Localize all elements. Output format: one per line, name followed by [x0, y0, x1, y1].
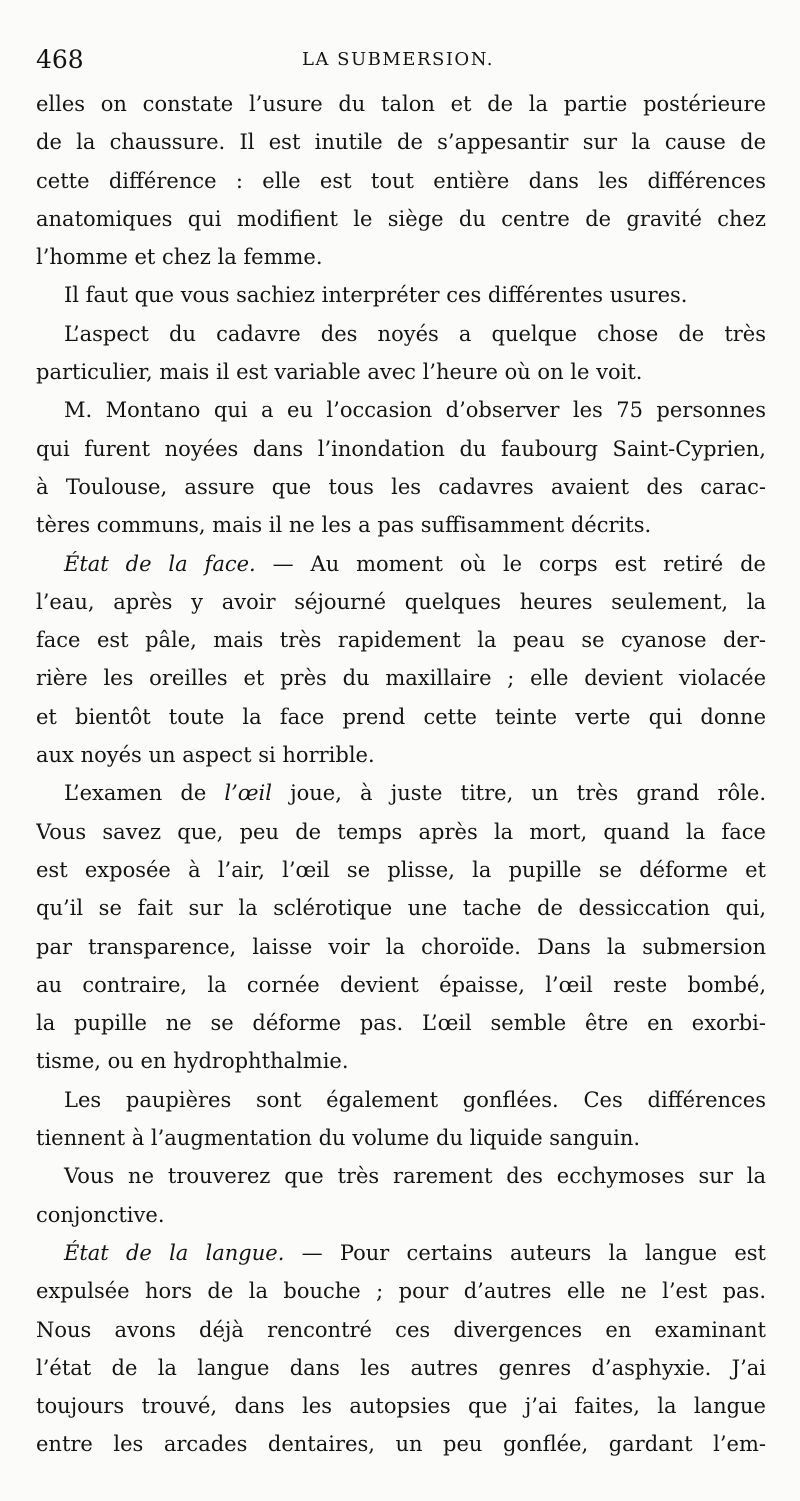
text-line — [36, 1196, 766, 1234]
text-line — [36, 315, 766, 353]
text-line — [36, 200, 766, 238]
text-line — [36, 736, 766, 774]
text-line — [36, 889, 766, 927]
text-line — [36, 659, 766, 697]
line-text: M. Montano qui a eu l’occasion d’observer les 75 personnes — [64, 398, 766, 423]
line-text: l’eau, après y avoir séjourné quelques heures seulement, la — [36, 589, 766, 614]
line-text: l’état de la langue dans les autres genres d’asphyxie. J’ai — [36, 1355, 766, 1380]
text-line — [36, 545, 766, 583]
text-line — [36, 1311, 766, 1349]
text-line — [36, 353, 766, 391]
line-text: tères communs, mais il ne les a pas suffisamment décrits. — [36, 513, 652, 538]
text-line — [36, 1042, 766, 1080]
line-text: tiennent à l’augmentation du volume du liquide sanguin. — [36, 1126, 641, 1151]
line-text: qu’il se fait sur la sclérotique une tache de dessiccation qui, — [36, 896, 766, 921]
text-line — [36, 1425, 766, 1463]
page-number: 468 — [36, 45, 84, 74]
line-text: entre les arcades dentaires, un peu gonflée, gardant l’em- — [36, 1432, 766, 1457]
line-text: à Toulouse, assure que tous les cadavres avaient des carac- — [36, 474, 766, 499]
text-line — [36, 1272, 766, 1310]
text-line — [36, 162, 766, 200]
text-line — [36, 238, 766, 276]
line-text: L’aspect du cadavre des noyés a quelque chose de très — [64, 321, 766, 346]
line-text: expulsée hors de la bouche ; pour d’autres elle ne l’est pas. — [36, 1279, 766, 1304]
line-text: l’homme et chez la femme. — [36, 245, 323, 270]
text-line — [36, 85, 766, 123]
line-text: — Pour certains auteurs la langue est — [284, 1240, 766, 1265]
text-line — [36, 430, 766, 468]
line-text: cette différence : elle est tout entière dans les différences — [36, 168, 766, 193]
line-text: tisme, ou en hydrophthalmie. — [36, 1049, 349, 1074]
text-line — [36, 1387, 766, 1425]
line-text: Les paupières sont également gonflées. Ces différences — [64, 1087, 766, 1112]
text-line — [36, 1081, 766, 1119]
italic-heading: État de la face. — [64, 551, 256, 576]
line-text: par transparence, laisse voir la choroïde. Dans la submersion — [36, 934, 766, 959]
line-text: rière les oreilles et près du maxillaire ; elle devient violacée — [36, 666, 766, 691]
text-line — [36, 851, 766, 889]
line-text: qui furent noyées dans l’inondation du faubourg Saint-Cyprien, — [36, 436, 766, 461]
line-text: conjonctive. — [36, 1202, 165, 1227]
text-line — [36, 391, 766, 429]
line-text: Nous avons déjà rencontré ces divergences en examinant — [36, 1317, 766, 1342]
text-line — [36, 813, 766, 851]
line-text: au contraire, la cornée devient épaisse, l’œil reste bombé, — [36, 972, 766, 997]
line-text: et bientôt toute la face prend cette teinte verte qui donne — [36, 704, 766, 729]
line-text: est exposée à l’air, l’œil se plisse, la pupille se déforme et — [36, 857, 766, 882]
page-header — [36, 42, 760, 78]
text-line — [36, 698, 766, 736]
text-line — [36, 468, 766, 506]
text-line — [36, 621, 766, 659]
line-text: anatomiques qui modifient le siège du centre de gravité chez — [36, 206, 766, 231]
text-line — [36, 1234, 766, 1272]
line-text: aux noyés un aspect si horrible. — [36, 743, 375, 768]
line-text: Il faut que vous sachiez interpréter ces différentes usures. — [64, 283, 688, 308]
text-line — [36, 1349, 766, 1387]
running-title: LA SUBMERSION. — [301, 49, 495, 70]
line-text: la pupille ne se déforme pas. L’œil semble être en exorbi- — [36, 1011, 766, 1036]
italic-heading: État de la langue. — [64, 1240, 285, 1265]
line-text: — Au moment où le corps est retiré de — [255, 551, 766, 576]
line-prefix: L’examen de — [64, 781, 225, 806]
text-line — [36, 966, 766, 1004]
text-line — [36, 1157, 766, 1195]
line-text: toujours trouvé, dans les autopsies que j’ai faites, la langue — [36, 1394, 766, 1419]
text-line — [36, 1119, 766, 1157]
line-text: joue, à juste titre, un très grand rôle. — [271, 781, 766, 806]
body-text — [36, 85, 766, 1464]
text-line — [36, 1004, 766, 1042]
text-line — [36, 123, 766, 161]
text-line — [36, 276, 766, 314]
line-text: Vous savez que, peu de temps après la mort, quand la face — [36, 819, 766, 844]
text-line — [36, 774, 766, 812]
text-line — [36, 928, 766, 966]
line-text: Vous ne trouverez que très rarement des ecchymoses sur la — [64, 1164, 766, 1189]
line-text: face est pâle, mais très rapidement la peau se cyanose der- — [36, 628, 766, 653]
line-text: elles on constate l’usure du talon et de la partie postérieure — [36, 92, 766, 116]
italic-heading: l’œil — [224, 781, 272, 806]
text-line — [36, 506, 766, 544]
text-line — [36, 583, 766, 621]
line-text: particulier, mais il est variable avec l’heure où on le voit. — [36, 360, 643, 385]
line-text: de la chaussure. Il est inutile de s’appesantir sur la cause de — [36, 130, 766, 155]
